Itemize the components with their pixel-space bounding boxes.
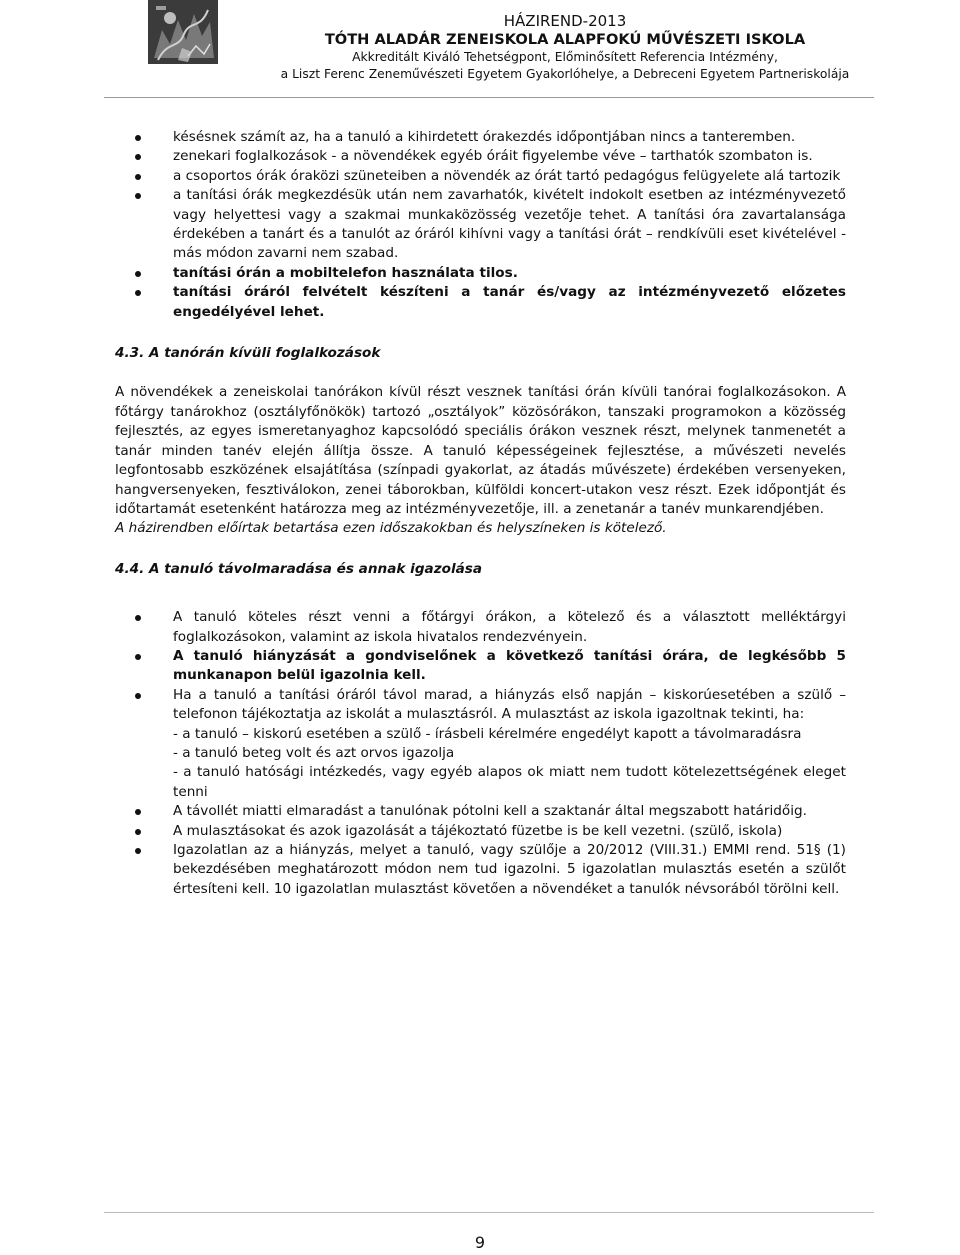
page-content [115,128,846,899]
bullet-icon [135,193,141,199]
page-header [0,0,960,96]
list-item: A távollét miatti elmaradást a tanulónak pótolni kell a szaktanár által megszabott határidőig. [115,802,846,821]
list-item: Igazolatlan az a hiányzás, melyet a tanuló, vagy szülője a 20/2012 (VIII.31.) EMMI rend. 51§ (1) bekezdésében meghatározott módon nem tud igazolni. 5 igazolatlan mulasztás esetén a szülőt értesíteni kell. 10 igazolatlan mulasztást követően a növendéket a tanulók névsorából törölni kell. [115,841,846,899]
list-item: a tanítási órák megkezdésük után nem zavarhatók, kivételt indokolt esetben az intézményvezető vagy helyettesi vagy a szakmai munkaközösség vezetője tehet. A tanítási óra zavartalansága érdekében a tanárt és a tanulót az óráról kihívni vagy a tanítási órát – rendkívüli eset kivételével - más módon zavarni nem szabad. [115,186,846,264]
school-logo [148,0,218,64]
bullet-icon [135,615,141,621]
school-name: TÓTH ALADÁR ZENEISKOLA ALAPFOKÚ MŰVÉSZETI ISKOLA [324,31,806,48]
bullet-icon [135,135,141,141]
bullet-icon [135,654,141,660]
sub-item: - a tanuló beteg volt és azt orvos igazolja [173,744,455,761]
list-item: Ha a tanuló a tanítási óráról távol marad, a hiányzás első napján – kiskorúesetében a szülő – telefonon tájékoztatja az iskolát a mulasztásról. A mulasztást az iskola igazoltnak tekinti, ha: - a tanuló – kiskorú esetében a szülő - írásbeli kérelmére engedélyt kapott a távolmaradásra - a tanuló beteg volt és azt orvos igazolja - a tanuló hatósági intézkedés, vagy egyéb alapos ok miatt nem tudott kötelezettségének eleget tenni [115,686,846,802]
section-4-3-note: A házirendben előírtak betartása ezen időszakokban és helyszíneken is kötelező. [115,520,667,537]
bullet-icon [135,809,141,815]
sub-item: - a tanuló – kiskorú esetében a szülő - írásbeli kérelmére engedélyt kapott a távolmaradásra [173,725,802,742]
bullet-icon [135,829,141,835]
section-4-3-paragraph: A növendékek a zeneiskolai tanórákon kívül részt vesznek tanítási órán kívüli tanórai foglalkozásokon. A főtárgy tanárokhoz (osztályfőnökök) tartozó „osztályok” közösórákon, tanszaki programokon a közösség fejlesztés, az egyes ismeretanyaghoz kapcsolódó speciális órákon vesznek részt, melynek tanmenetét a tanár minden tanév elején állítja össze. A tanuló képességeinek fejlesztése, a művészeti nevelés legfontosabb eszközének elsajátítása (színpadi gyakorlat, az átadás művészete) érdekében versenyeken, hangversenyeken, fesztiválokon, zenei táborokban, külföldi koncert-utakon vesz részt. Ezek időpontját és időtartamát esetenként határozza meg az intézményvezetője, ill. a zenetanár a tanév munkarendjében. [115,384,846,517]
absence-list [115,608,846,899]
section-heading-4-3: 4.3. A tanórán kívüli foglalkozások [115,345,381,362]
rules-list [115,128,846,322]
list-item: zenekari foglalkozások - a növendékek egyéb óráit figyelembe véve – tarthatók szombaton is. [115,147,846,166]
list-item: tanítási óráról felvételt készíteni a tanár és/vagy az intézményvezető előzetes engedélyével lehet. [115,283,846,322]
list-item: késésnek számít az, ha a tanuló a kihirdetett órakezdés időpontjában nincs a tanteremben. [115,128,846,147]
header-subtitle-1: Akkreditált Kiváló Tehetségpont, Előminősített Referencia Intézmény, [352,50,778,64]
list-item: A tanuló köteles részt venni a főtárgyi órákon, a kötelező és a választott melléktárgyi foglalkozásokon, valamint az iskola hivatalos rendezvényein. [115,608,846,647]
footer-divider [104,1212,874,1213]
list-item: tanítási órán a mobiltelefon használata tilos. [115,264,846,283]
header-subtitle-2: a Liszt Ferenc Zeneművészeti Egyetem Gyakorlóhelye, a Debreceni Egyetem Partneriskolája [280,67,850,81]
list-item: a csoportos órák óraközi szüneteiben a növendék az órát tartó pedagógus felügyelete alá tartozik [115,167,846,186]
bullet-icon [135,271,141,277]
header-divider [104,97,874,98]
sub-item: - a tanuló hatósági intézkedés, vagy egyéb alapos ok miatt nem tudott kötelezettségének eleget tenni [173,764,846,800]
bullet-icon [135,848,141,854]
header-text-block [230,0,900,83]
bullet-icon [135,174,141,180]
list-item: A mulasztásokat és azok igazolását a tájékoztató füzetbe is be kell vezetni. (szülő, iskola) [115,822,846,841]
page-number: 9 [474,1233,486,1252]
bullet-icon [135,290,141,296]
bullet-icon [135,693,141,699]
bullet-icon [135,154,141,160]
list-item: A tanuló hiányzását a gondviselőnek a következő tanítási órára, de legkésőbb 5 munkanapon belül igazolnia kell. [115,647,846,686]
document-title: HÁZIREND-2013 [503,12,627,30]
section-heading-4-4: 4.4. A tanuló távolmaradása és annak igazolása [115,560,483,577]
